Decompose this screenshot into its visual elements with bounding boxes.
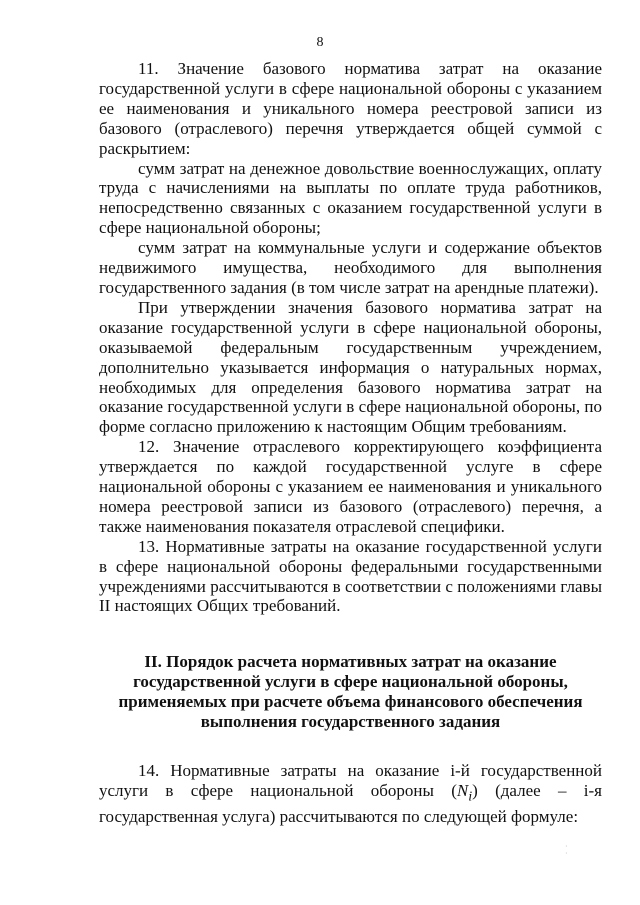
page-number: 8 <box>316 35 324 50</box>
section-heading-line-1: II. Порядок расчета нормативных затрат на оказание <box>144 652 557 672</box>
paragraph-11: 11. Значение базового норматива затрат на оказание государственной услуги в сфере национальной обороны с указанием ее наименования и уникального номера реестровой записи из базового (отраслевого) перечня утверждается общей суммой с раскрытием: <box>99 59 602 158</box>
section-heading-line-3: применяемых при расчете объема финансового обеспечения <box>118 692 583 712</box>
section-heading-line-4: выполнения государственного задания <box>200 712 501 732</box>
paragraph-12: 12. Значение отраслевого корректирующего коэффициента утверждается по каждой государственной услуге в сфере национальной обороны с указанием ее наименования и уникального номера реестровой записи из базового (отраслевого) перечня, а также наименования показателя отраслевой специфики. <box>99 437 602 536</box>
paragraph-14-start: 14. Нормативные затраты на оказание i-й государственной услуги в сфере национальной обороны ( <box>99 761 602 800</box>
paragraph-14-end: ) (далее – i-я государственная услуга) рассчитываются по следующей формуле: <box>99 780 602 827</box>
section-heading <box>99 652 602 732</box>
formula-symbol-subscript: i <box>468 788 473 805</box>
section-heading-line-2: государственной услуги в сфере национальной обороны, <box>133 672 568 692</box>
paragraph-11-natural-norms: При утверждении значения базового норматива затрат на оказание государственной услуги в сфере национальной обороны, оказываемой федеральным государственным учреждением, дополнительно указывается информация о натуральных нормах, необходимых для определения базового норматива затрат на оказание государственной услуги в сфере национальной обороны, по форме согласно приложению к настоящим Общим требованиям. <box>99 297 602 437</box>
paragraph-11-salary-costs: сумм затрат на денежное довольствие военнослужащих, оплату труда с начислениями на выплаты по оплате труда работников, непосредственно связанных с оказанием государственной услуги в сфере национальной обороны; <box>99 158 602 238</box>
paragraph-14 <box>99 761 602 827</box>
paragraph-13: 13. Нормативные затраты на оказание государственной услуги в сфере национальной обороны федеральными государственными учреждениями рассчитываются в соответствии с положениями главы II настоящих Общих требований. <box>99 536 602 616</box>
formula-symbol-n: N <box>456 780 469 800</box>
scan-speck: · · <box>565 842 568 858</box>
paragraph-11-utility-costs: сумм затрат на коммунальные услуги и содержание объектов недвижимого имущества, необходимого для выполнения государственного задания (в том числе затрат на арендные платежи). <box>99 238 602 297</box>
document-body <box>99 59 602 827</box>
